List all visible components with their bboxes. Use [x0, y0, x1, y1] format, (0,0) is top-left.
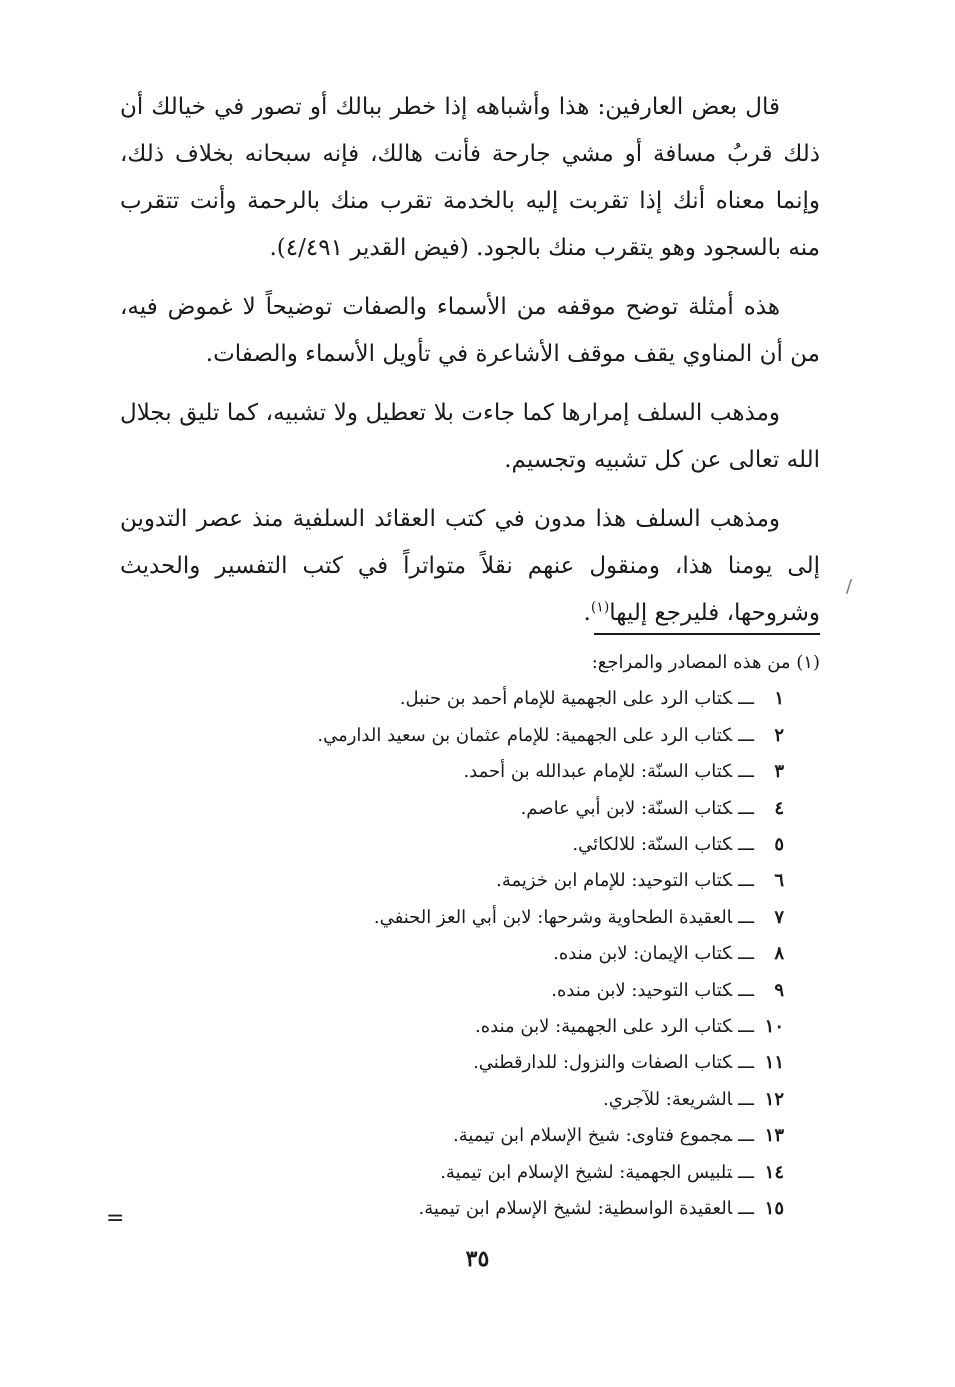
item-dash: ـــ	[738, 979, 754, 1001]
item-dash: ـــ	[738, 1125, 754, 1147]
item-number: ٩	[774, 979, 784, 1001]
main-text	[120, 84, 820, 649]
list-item	[250, 1155, 784, 1191]
item-text: كتاب السنّة: لابن أبي عاصم.	[520, 797, 733, 819]
item-number: ١٢	[764, 1088, 784, 1110]
item-number: ١٣	[764, 1125, 784, 1147]
item-dash: ـــ	[738, 761, 754, 783]
item-dash: ـــ	[738, 943, 754, 965]
item-number: ١١	[764, 1052, 784, 1074]
list-item	[250, 827, 784, 863]
footnote-marker[interactable]: (١)	[590, 599, 610, 616]
item-dash: ـــ	[738, 1088, 754, 1110]
item-dash: ـــ	[738, 724, 754, 746]
paragraph-4-end: .	[583, 600, 591, 626]
item-number: ٦	[774, 870, 784, 892]
item-dash: ـــ	[738, 870, 754, 892]
list-item	[250, 900, 784, 936]
item-dash: ـــ	[738, 797, 754, 819]
item-number: ٣	[774, 761, 784, 783]
item-number: ١	[774, 688, 784, 710]
item-number: ١٥	[764, 1198, 784, 1220]
item-text: كتاب الرد على الجهمية للإمام أحمد بن حنبل.	[399, 688, 733, 710]
item-dash: ـــ	[738, 1052, 754, 1074]
margin-mark: =	[106, 1206, 125, 1231]
item-text: كتاب الصفات والنزول: للدارقطني.	[473, 1052, 733, 1074]
item-dash: ـــ	[738, 1198, 754, 1220]
item-number: ٨	[774, 943, 784, 965]
paragraph-2: هذه أمثلة توضح موقفه من الأسماء والصفات توضيحاً لا غموض فيه، من أن المناوي يقف موقف الأشاعرة في تأويل الأسماء والصفات.	[120, 294, 820, 367]
item-text: كتاب الإيمان: لابن منده.	[553, 943, 733, 965]
item-dash: ـــ	[738, 688, 754, 710]
page-number: ٣٥	[465, 1246, 490, 1272]
item-dash: ـــ	[738, 906, 754, 928]
paragraph-4-text: ومذهب السلف هذا مدون في كتب العقائد السلفية منذ عصر التدوين إلى يومنا هذا، ومنقول عنهم نقلاً متواتراً في كتب التفسير والحديث وشروحها، فليرجع إليها	[120, 506, 820, 626]
item-number: ٢	[774, 724, 784, 746]
footnotes	[250, 645, 820, 1228]
item-number: ٤	[774, 797, 784, 819]
item-text: كتاب السنّة: للالكائي.	[572, 834, 733, 856]
list-item	[250, 754, 784, 790]
paragraph-3: ومذهب السلف إمرارها كما جاءت بلا تعطيل ولا تشبيه، كما تليق بجلال الله تعالى عن كل تشبيه وتجسيم.	[120, 400, 820, 473]
list-item	[250, 973, 784, 1009]
list-item	[250, 1009, 784, 1045]
item-text: تلبيس الجهمية: لشيخ الإسلام ابن تيمية.	[440, 1161, 733, 1183]
item-text: كتاب التوحيد: للإمام ابن خزيمة.	[496, 870, 733, 892]
item-number: ١٤	[764, 1161, 784, 1183]
footnote-heading: (١) من هذه المصادر والمراجع:	[591, 652, 820, 673]
item-number: ١٠	[764, 1016, 784, 1038]
list-item	[250, 1191, 784, 1227]
list-item	[250, 863, 784, 899]
item-dash: ـــ	[738, 1016, 754, 1038]
item-text: كتاب السنّة: للإمام عبدالله بن أحمد.	[463, 761, 733, 783]
item-number: ٥	[774, 834, 784, 856]
item-text: الشريعة: للآجري.	[602, 1088, 733, 1110]
list-item	[250, 718, 784, 754]
list-item	[250, 1082, 784, 1118]
item-text: كتاب الرد على الجهمية: لابن منده.	[475, 1016, 733, 1038]
item-text: كتاب الرد على الجهمية: للإمام عثمان بن سعيد الدارمي.	[317, 724, 733, 746]
list-item	[250, 791, 784, 827]
list-item	[250, 681, 784, 717]
item-number: ٧	[774, 906, 784, 928]
footnote-rule	[594, 633, 820, 635]
scan-slash-mark: /	[846, 576, 853, 597]
item-text: كتاب التوحيد: لابن منده.	[551, 979, 733, 1001]
reference-list	[250, 681, 820, 1227]
list-item	[250, 1118, 784, 1154]
item-dash: ـــ	[738, 834, 754, 856]
list-item	[250, 936, 784, 972]
paragraph-4	[120, 496, 820, 637]
item-dash: ـــ	[738, 1161, 754, 1183]
paragraph-1: قال بعض العارفين: هذا وأشباهه إذا خطر ببالك أو تصور في خيالك أن ذلك قربُ مسافة أو مشي جارحة فأنت هالك، فإنه سبحانه بخلاف ذلك، وإنما معناه أنك إذا تقربت إليه بالخدمة تقرب منك بالرحمة وأنت تتقرب منه بالسجود وهو يتقرب منك بالجود. (فيض القدير ٤/٤٩١).	[120, 94, 820, 261]
list-item	[250, 1045, 784, 1081]
item-text: العقيدة الواسطية: لشيخ الإسلام ابن تيمية.	[418, 1198, 733, 1220]
item-text: العقيدة الطحاوية وشرحها: لابن أبي العز الحنفي.	[373, 906, 733, 928]
item-text: مجموع فتاوى: شيخ الإسلام ابن تيمية.	[452, 1125, 733, 1147]
